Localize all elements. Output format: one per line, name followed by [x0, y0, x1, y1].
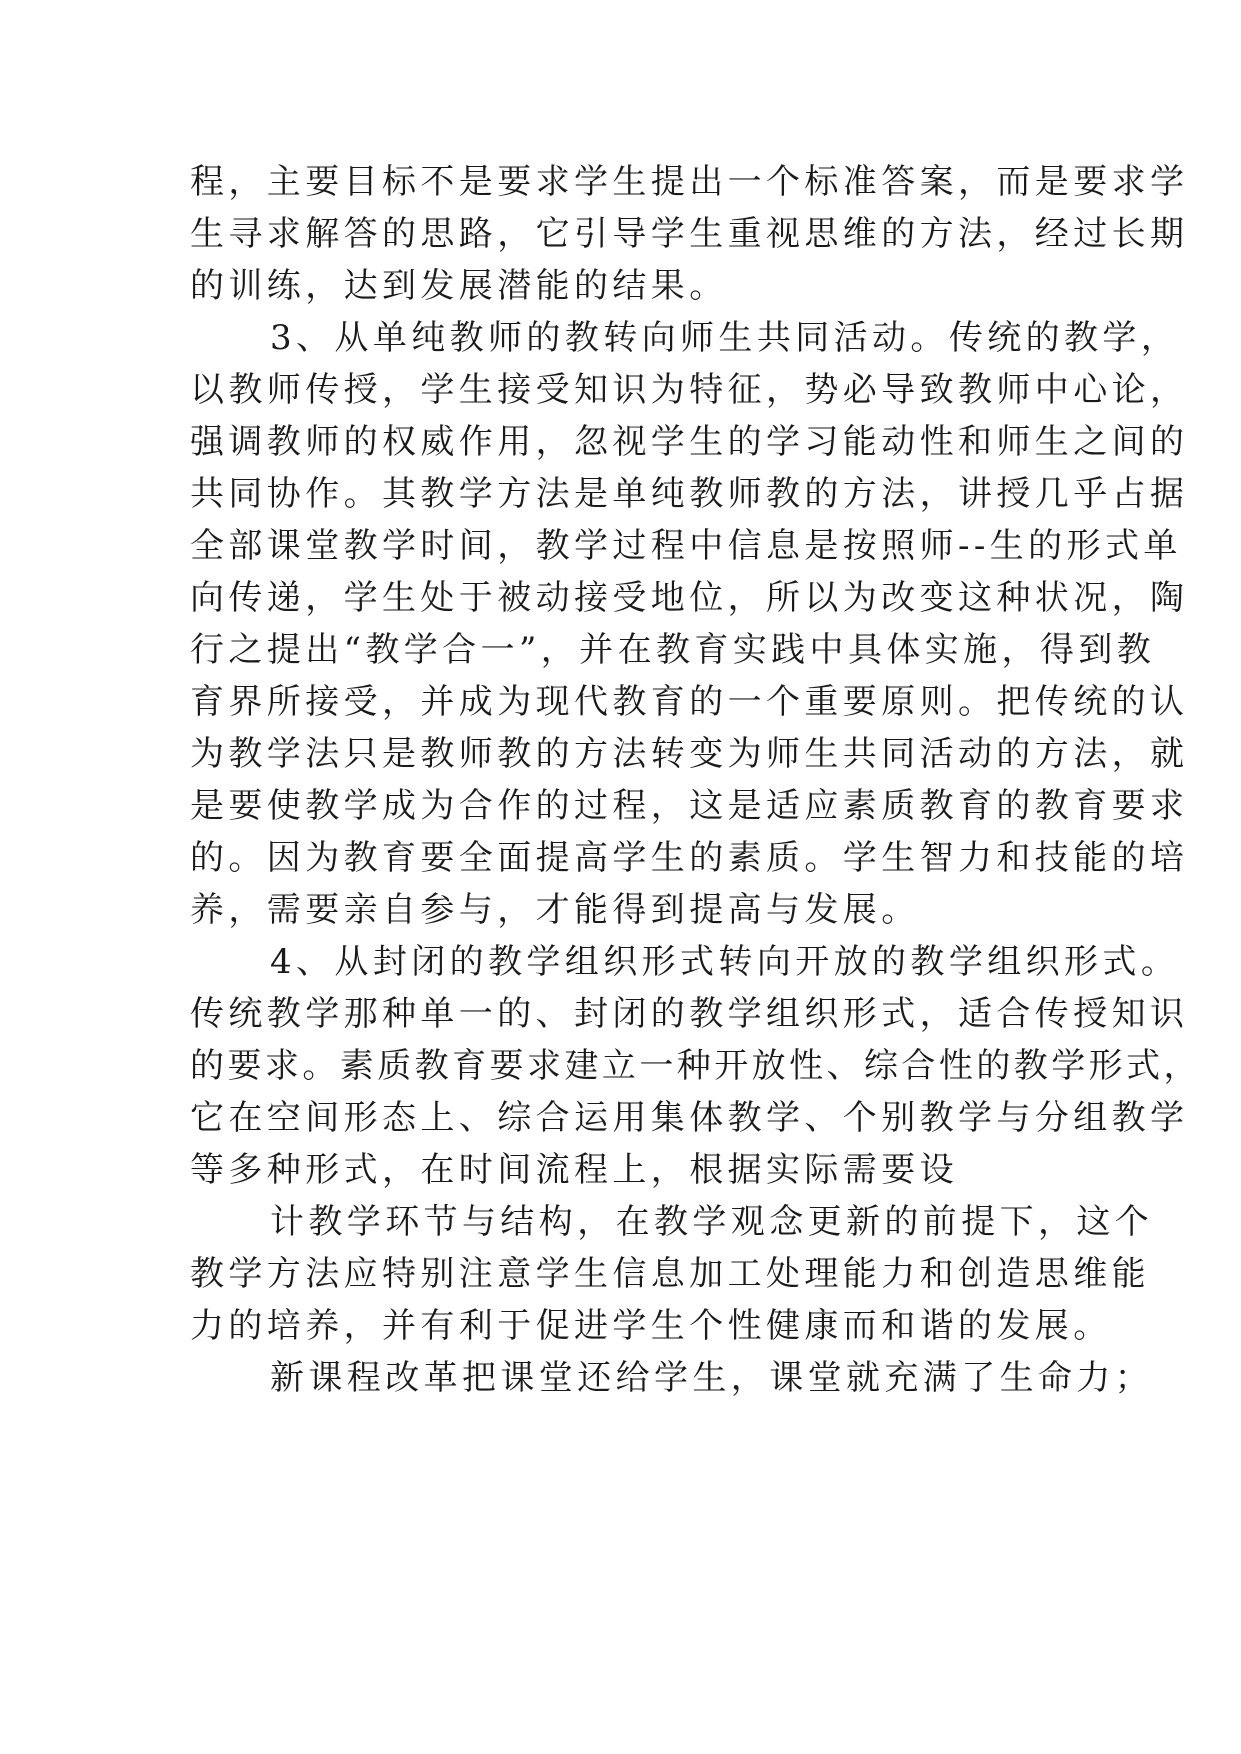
text-line: 养，需要亲自参与，才能得到提高与发展。 [190, 890, 920, 930]
text-line: 行之提出“教学合一”，并在教育实践中具体实施，得到教 [190, 630, 1156, 670]
text-line: 育界所接受，并成为现代教育的一个重要原则。把传统的认 [190, 682, 1189, 722]
text-line: 程，主要目标不是要求学生提出一个标准答案，而是要求学 [190, 162, 1189, 202]
text-line: 是要使教学成为合作的过程，这是适应素质教育的教育要求 [190, 786, 1189, 826]
text-line: 全部课堂教学时间，教学过程中信息是按照师--生的形式单 [190, 526, 1182, 566]
text-line: 计教学环节与结构，在教学观念更新的前提下，这个 [270, 1202, 1154, 1242]
text-line: 传统教学那种单一的、封闭的教学组织形式，适合传授知识 [190, 994, 1189, 1034]
text-line: 的训练，达到发展潜能的结果。 [190, 266, 728, 306]
text-line: 的要求。素质教育要求建立一种开放性、综合性的教学形式， [190, 1046, 1201, 1086]
text-line: 生寻求解答的思路，它引导学生重视思维的方法，经过长期 [190, 214, 1189, 254]
text-line: 3、从单纯教师的教转向师生共同活动。传统的教学， [270, 318, 1180, 358]
text-line: 以教师传授，学生接受知识为特征，势必导致教师中心论， [190, 370, 1189, 410]
text-line: 为教学法只是教师教的方法转变为师生共同活动的方法，就 [190, 734, 1189, 774]
text-line: 教学方法应特别注意学生信息加工处理能力和创造思维能 [190, 1254, 1150, 1294]
text-line: 力的培养，并有利于促进学生个性健康而和谐的发展。 [190, 1306, 1112, 1346]
text-line: 强调教师的权威作用，忽视学生的学习能动性和师生之间的 [190, 422, 1189, 462]
text-line: 新课程改革把课堂还给学生，课堂就充满了生命力； [270, 1358, 1154, 1398]
text-line: 它在空间形态上、综合运用集体教学、个别教学与分组教学 [190, 1098, 1189, 1138]
text-line: 共同协作。其教学方法是单纯教师教的方法，讲授几乎占据 [190, 474, 1189, 514]
text-line: 的。因为教育要全面提高学生的素质。学生智力和技能的培 [190, 838, 1189, 878]
text-line: 4、从封闭的教学组织形式转向开放的教学组织形式。 [270, 942, 1180, 982]
text-line: 等多种形式，在时间流程上，根据实际需要设 [190, 1150, 958, 1190]
text-line: 向传递，学生处于被动接受地位，所以为改变这种状况，陶 [190, 578, 1189, 618]
